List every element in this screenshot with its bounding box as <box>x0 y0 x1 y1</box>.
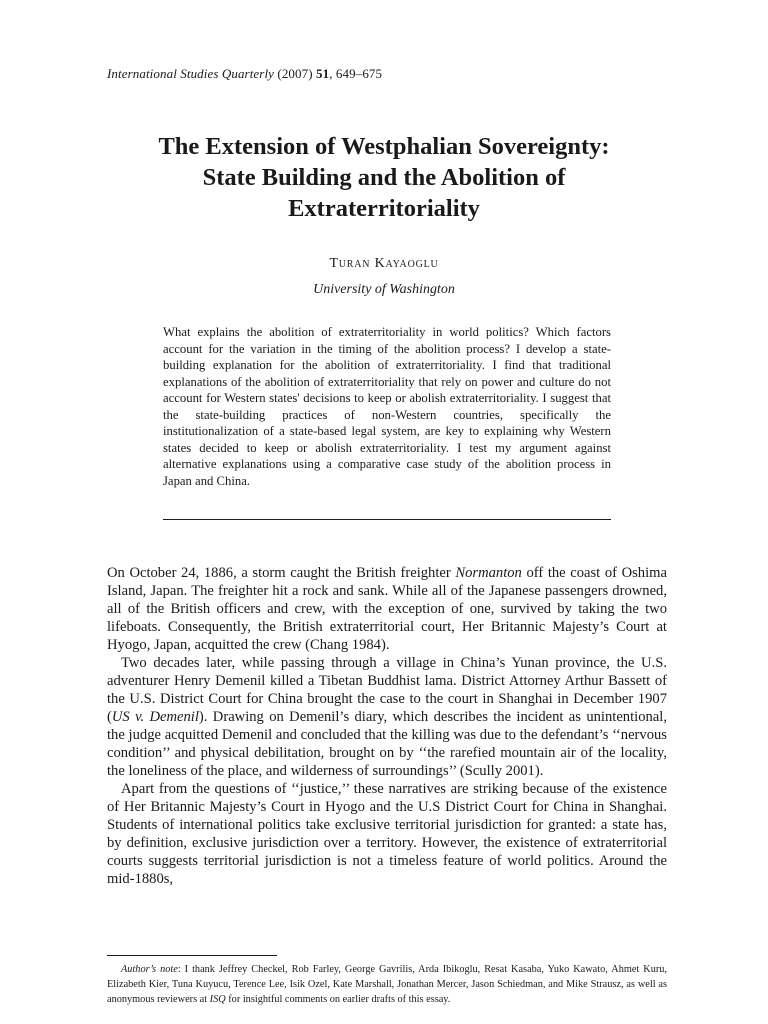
journal-pages: , 649–675 <box>329 66 383 81</box>
title-line-2: State Building and the Abolition of <box>202 164 566 191</box>
paragraph-text: ). Drawing on Demenil’s diary, which describes the incident as unintentional, the judge acquitted Demenil and concluded that the killing was due to the defendant’s ‘‘nervous condition’’ and physical debilitation, brought on by ‘‘the rarefied mountain air of the locality, the loneliness of the place, and wilderness of surroundings’’ (Scully 2001). <box>107 709 667 779</box>
journal-year: (2007) <box>277 66 313 81</box>
footnote-label: Author’s note <box>121 964 178 975</box>
case-name: US v. Demenil <box>111 709 199 725</box>
abstract-divider <box>163 519 611 520</box>
paragraph-text: On October 24, 1886, a storm caught the British freighter <box>107 565 456 581</box>
body-paragraph-1 <box>107 564 667 654</box>
author-name: Turan Kayaoglu <box>329 256 439 271</box>
running-head <box>107 66 382 82</box>
footnote-text: : I thank Jeffrey Checkel, Rob Farley, George Gavrilis, Arda Ibikoglu, Resat Kasaba, Yuko Kawato, Ahmet Kuru, Elizabeth Kier, Tuna Kuyucu, Terence Lee, Isik Ozel, Kate Marshall, Jonathan Mercer, Jason Schiedman, and Mike Strausz, as well as anonymous reviewers at <box>107 964 667 1005</box>
author-note-footnote <box>107 962 667 1007</box>
author-affiliation: University of Washington <box>313 282 455 297</box>
title-line-1: The Extension of Westphalian Sovereignty: <box>158 133 610 160</box>
footnote-text: for insightful comments on earlier drafts of this essay. <box>225 994 451 1005</box>
title-line-3: Extraterritoriality <box>288 195 480 222</box>
article-title <box>70 131 698 224</box>
article-body <box>107 564 667 888</box>
footnote-journal: ISQ <box>209 994 226 1005</box>
journal-name: International Studies Quarterly <box>107 66 275 81</box>
journal-volume: 51 <box>316 66 330 81</box>
ship-name: Normanton <box>455 565 522 581</box>
paragraph-text: Two decades later, while passing through a village in China’s Yunan province, the U.S. adventurer Henry Demenil killed a Tibetan Buddhist lama. District Attorney Arthur Bassett of the U.S. District Court for China brought the case to the court in Shanghai in December 1907 ( <box>107 655 667 725</box>
footnote-divider <box>107 955 277 956</box>
body-paragraph-2 <box>107 654 667 780</box>
abstract: What explains the abolition of extraterritoriality in world politics? Which factors account for the variation in the timing of the abolition process? I develop a state-building explanation for the abolition of extraterritoriality. I find that traditional explanations of the abolition of extraterritoriality that rely on power and culture do not account for Western states' decisions to keep or abolish extraterritoriality. I suggest that the state-building practices of non-Western countries, specifically the institutionalization of a state-based legal system, are key to explaining why Western states decided to keep or abolish extraterritoriality. I test my argument against alternative explanations using a comparative case study of the abolition process in Japan and China. <box>163 325 611 488</box>
body-paragraph-3: Apart from the questions of ‘‘justice,’’ these narratives are striking because of the existence of Her Britannic Majesty’s Court in Hyogo and the U.S District Court for China in Shanghai. Students of international politics take exclusive territorial jurisdiction for granted: a state has, by definition, exclusive jurisdiction over a territory. However, the existence of extraterritorial courts suggests territorial jurisdiction is not a timeless feature of world politics. Around the mid-1880s, <box>107 781 667 887</box>
paragraph-text: off the coast of Oshima Island, Japan. The freighter hit a rock and sank. While all of the Japanese passengers drowned, all of the British officers and crew, with the exception of one, survived by taking the two lifeboats. Consequently, the British extraterritorial court, Her Britannic Majesty’s Court at Hyogo, Japan, acquitted the crew (Chang 1984). <box>107 565 667 653</box>
